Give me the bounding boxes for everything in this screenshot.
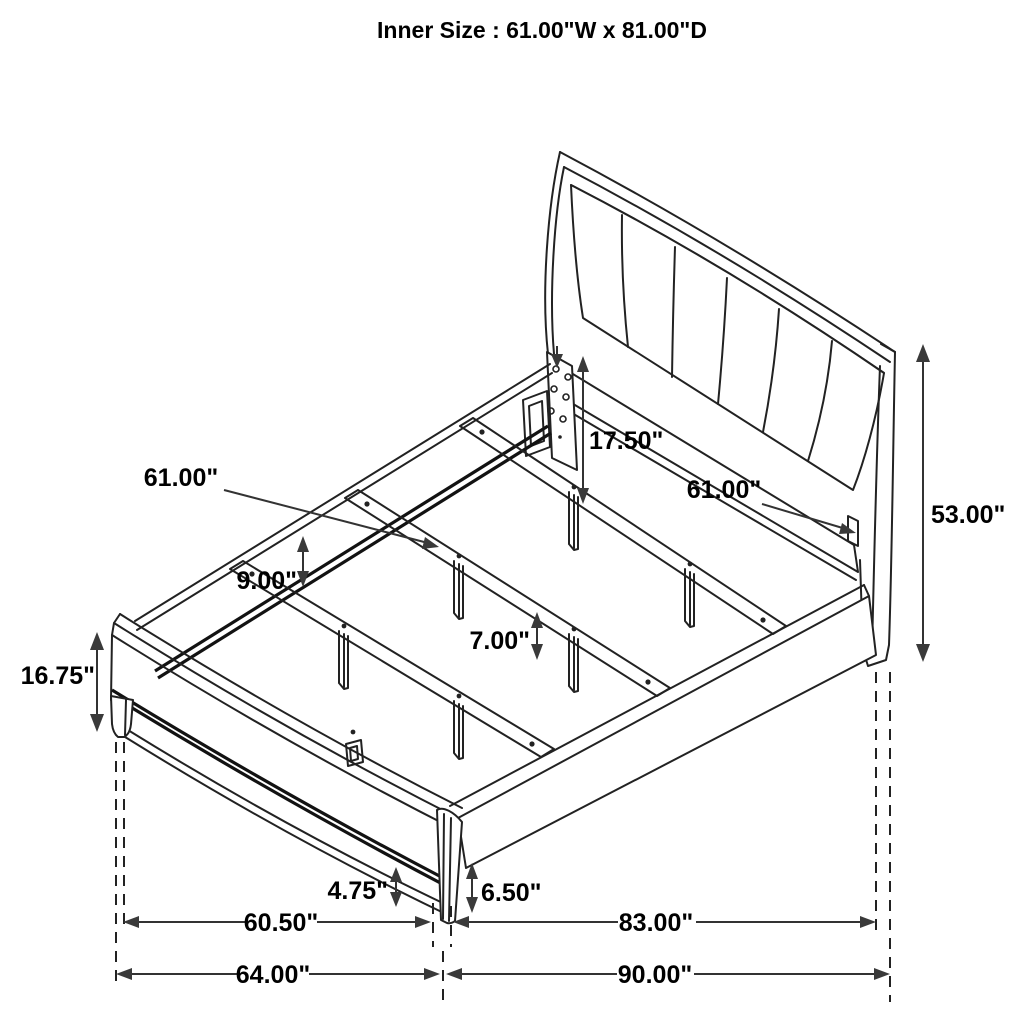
footboard-left-leg: [111, 696, 133, 737]
bed-drawing: [111, 152, 895, 923]
dim-label-83-00: 83.00": [618, 909, 694, 937]
dim-footboard-height: [21, 632, 104, 732]
headboard-left-post: [547, 352, 577, 470]
dim-label-16-75: 16.75": [20, 662, 95, 690]
dim-label-7-00: 7.00": [469, 627, 530, 655]
dim-label-4-75: 4.75": [327, 877, 388, 905]
dim-label-90-00: 90.00": [617, 961, 693, 989]
footboard: [111, 614, 462, 923]
dim-label-6-50: 6.50": [481, 879, 542, 907]
dim-label-61-00-right: 61.00": [686, 476, 762, 504]
headboard: [523, 152, 895, 666]
dim-slat-leg-height: [469, 612, 543, 660]
diagram-title: Inner Size : 61.00"W x 81.00"D: [377, 17, 707, 43]
footboard-right-leg: [437, 809, 462, 924]
dim-inner-side-length: [453, 909, 876, 937]
dim-label-61-00-left: 61.00": [143, 464, 219, 492]
dim-slat-width-left: [144, 464, 439, 549]
footboard-accent-stripe: [112, 690, 448, 887]
dim-headboard-to-slat: [577, 356, 663, 504]
dim-label-17-50: 17.50": [589, 427, 664, 455]
dim-label-60-50: 60.50": [243, 909, 319, 937]
dim-label-9-00: 9.00": [236, 567, 297, 595]
dim-headboard-height: [916, 344, 1005, 662]
dim-overall-width: [116, 961, 440, 989]
dim-overall-length: [446, 961, 890, 989]
dim-label-53-00: 53.00": [931, 501, 1006, 529]
dim-footboard-inner-width: [123, 909, 431, 937]
dim-rail-floor-clearance: [466, 863, 542, 913]
dim-label-64-00: 64.00": [235, 961, 311, 989]
